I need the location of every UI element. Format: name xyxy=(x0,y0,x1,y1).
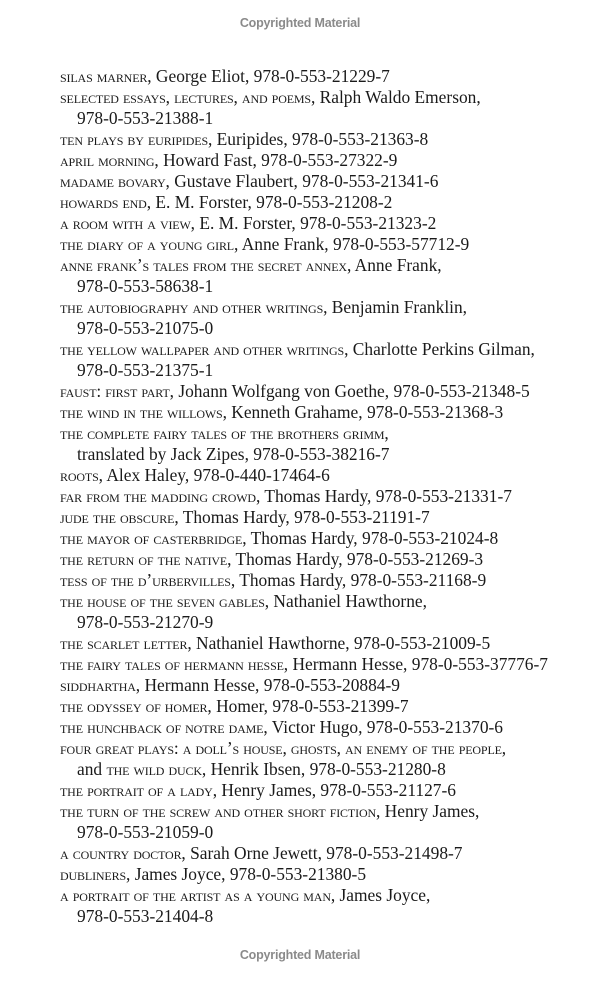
book-title: the complete fairy tales of the brothers grimm xyxy=(60,423,385,443)
book-entry xyxy=(60,675,580,696)
book-author-isbn: , Nathaniel Hawthorne, 978-0-553-21009-5 xyxy=(187,633,491,653)
book-entry xyxy=(60,507,580,528)
copyright-watermark-bottom: Copyrighted Material xyxy=(239,948,361,962)
book-title: the portrait of a lady xyxy=(60,780,213,800)
book-author-isbn: , Thomas Hardy, 978-0-553-21168-9 xyxy=(230,570,487,590)
book-entry xyxy=(60,465,580,486)
book-title-continued: the wild duck xyxy=(106,759,202,779)
book-title: siddhartha xyxy=(60,675,136,695)
book-title: ten plays by euripides xyxy=(60,129,208,149)
book-author-isbn: , Sarah Orne Jewett, 978-0-553-21498-7 xyxy=(181,843,463,863)
book-title: the yellow wallpaper and other writings xyxy=(60,339,345,359)
book-entry xyxy=(60,654,580,675)
book-entry xyxy=(60,738,580,780)
book-title: the wind in the willows xyxy=(60,402,223,422)
book-title: anne frank’s tales from the secret annex xyxy=(60,255,347,275)
book-author-isbn: , Anne Frank, 978-0-553-57712-9 xyxy=(233,234,470,254)
book-title: the diary of a young girl xyxy=(60,234,234,254)
book-author-isbn: , George Eliot, 978-0-553-21229-7 xyxy=(147,66,390,86)
book-title: the autobiography and other writings xyxy=(60,297,324,317)
book-entry xyxy=(60,234,580,255)
book-author-isbn: , James Joyce, 978-0-553-21380-5 xyxy=(126,864,367,884)
book-continuation: , Henrik Ibsen, 978-0-553-21280-8 xyxy=(201,759,446,779)
book-title: four great plays: a doll’s house, ghosts, an enemy of the people, xyxy=(60,738,506,758)
book-author-isbn: , Ralph Waldo Emerson, xyxy=(310,87,481,107)
book-continuation: 978-0-553-21375-1 xyxy=(77,360,214,380)
book-title: the odyssey of homer xyxy=(60,696,208,716)
book-entry xyxy=(60,864,580,885)
book-title: roots xyxy=(60,465,99,485)
book-continuation: 978-0-553-21404-8 xyxy=(77,906,214,926)
book-author-isbn: , Charlotte Perkins Gilman, xyxy=(344,339,535,359)
book-author-isbn: , xyxy=(384,423,389,443)
book-entry xyxy=(60,171,580,192)
book-author-isbn: , E. M. Forster, 978-0-553-21208-2 xyxy=(146,192,393,212)
book-entry xyxy=(60,402,580,423)
book-entry xyxy=(60,549,580,570)
book-continuation: 978-0-553-58638-1 xyxy=(77,276,214,296)
book-author-isbn: , Hermann Hesse, 978-0-553-20884-9 xyxy=(135,675,400,695)
book-list xyxy=(60,66,580,927)
book-entry xyxy=(60,486,580,507)
book-title: a portrait of the artist as a young man xyxy=(60,885,331,905)
book-entry xyxy=(60,87,580,129)
book-title: selected essays, lectures, and poems xyxy=(60,87,311,107)
book-title: the hunchback of notre dame xyxy=(60,717,264,737)
book-author-isbn: , Howard Fast, 978-0-553-27322-9 xyxy=(154,150,398,170)
book-author-isbn: , Victor Hugo, 978-0-553-21370-6 xyxy=(263,717,503,737)
book-author-isbn: , Hermann Hesse, 978-0-553-37776-7 xyxy=(283,654,548,674)
book-entry xyxy=(60,696,580,717)
book-author-isbn: , Gustave Flaubert, 978-0-553-21341-6 xyxy=(165,171,439,191)
book-author-isbn: , Alex Haley, 978-0-440-17464-6 xyxy=(98,465,330,485)
book-title: the mayor of casterbridge xyxy=(60,528,243,548)
book-author-isbn: , Thomas Hardy, 978-0-553-21269-3 xyxy=(227,549,484,569)
book-continuation: 978-0-553-21388-1 xyxy=(77,108,214,128)
book-author-isbn: , Homer, 978-0-553-21399-7 xyxy=(207,696,409,716)
book-entry xyxy=(60,339,580,381)
book-author-isbn: , Thomas Hardy, 978-0-553-21024-8 xyxy=(242,528,499,548)
book-title: a country doctor xyxy=(60,843,182,863)
book-title: howards end xyxy=(60,192,147,212)
book-title: the scarlet letter xyxy=(60,633,188,653)
book-entry xyxy=(60,885,580,927)
book-continuation: 978-0-553-21270-9 xyxy=(77,612,214,632)
book-author-isbn: , Thomas Hardy, 978-0-553-21331-7 xyxy=(255,486,512,506)
book-entry xyxy=(60,213,580,234)
book-author-isbn: , Euripides, 978-0-553-21363-8 xyxy=(207,129,429,149)
book-entry xyxy=(60,192,580,213)
book-author-isbn: , Johann Wolfgang von Goethe, 978-0-553-21348-5 xyxy=(169,381,530,401)
book-entry xyxy=(60,150,580,171)
book-entry xyxy=(60,129,580,150)
book-author-isbn: , Kenneth Grahame, 978-0-553-21368-3 xyxy=(222,402,504,422)
book-title: madame bovary xyxy=(60,171,166,191)
book-entry xyxy=(60,255,580,297)
book-entry xyxy=(60,66,580,87)
book-entry xyxy=(60,801,580,843)
book-title: the return of the native xyxy=(60,549,228,569)
book-title: the turn of the screw and other short fiction xyxy=(60,801,376,821)
book-title: dubliners xyxy=(60,864,126,884)
book-entry xyxy=(60,780,580,801)
book-title: faust: first part xyxy=(60,381,170,401)
book-continuation: 978-0-553-21075-0 xyxy=(77,318,214,338)
book-entry xyxy=(60,633,580,654)
book-entry xyxy=(60,297,580,339)
book-title: april morning xyxy=(60,150,155,170)
book-title: silas marner xyxy=(60,66,148,86)
continuation-prefix: and xyxy=(77,759,107,779)
book-entry xyxy=(60,717,580,738)
copyright-watermark-top: Copyrighted Material xyxy=(239,16,361,30)
book-title: jude the obscure xyxy=(60,507,175,527)
book-title: tess of the d’urbervilles xyxy=(60,570,231,590)
book-title: far from the madding crowd xyxy=(60,486,256,506)
book-author-isbn: , Thomas Hardy, 978-0-553-21191-7 xyxy=(174,507,430,527)
book-author-isbn: , Benjamin Franklin, xyxy=(323,297,468,317)
book-continuation: translated by Jack Zipes, 978-0-553-38216-7 xyxy=(77,444,390,464)
book-entry xyxy=(60,570,580,591)
book-entry xyxy=(60,423,580,465)
book-title: the house of the seven gables xyxy=(60,591,265,611)
book-entry xyxy=(60,843,580,864)
book-author-isbn: , James Joyce, xyxy=(330,885,431,905)
book-entry xyxy=(60,528,580,549)
book-author-isbn: , Anne Frank, xyxy=(346,255,442,275)
book-author-isbn: , Henry James, xyxy=(375,801,480,821)
book-continuation: 978-0-553-21059-0 xyxy=(77,822,214,842)
book-author-isbn: , Henry James, 978-0-553-21127-6 xyxy=(212,780,456,800)
book-entry xyxy=(60,381,580,402)
book-entry xyxy=(60,591,580,633)
book-title: the fairy tales of hermann hesse xyxy=(60,654,284,674)
book-author-isbn: , E. M. Forster, 978-0-553-21323-2 xyxy=(190,213,437,233)
book-title: a room with a view xyxy=(60,213,191,233)
book-author-isbn: , Nathaniel Hawthorne, xyxy=(264,591,427,611)
